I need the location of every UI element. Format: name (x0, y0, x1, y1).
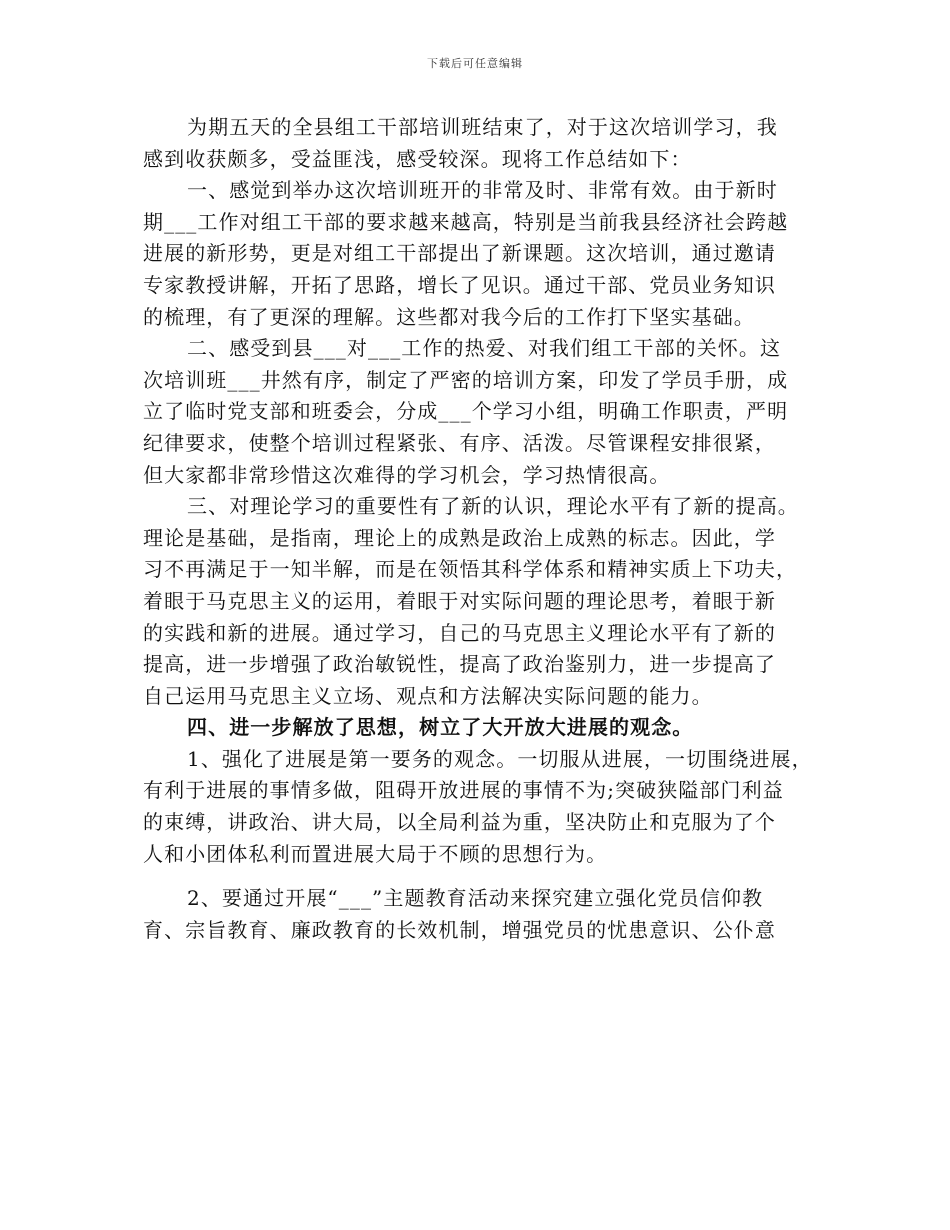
paragraph-intro (143, 112, 811, 175)
text-line: 提高，进一步增强了政治敏锐性，提高了政治鉴别力，进一步提高了 (143, 652, 776, 677)
paragraph-item-1 (143, 744, 811, 870)
text-line: 专家教授讲解，开拓了思路，增长了见识。通过干部、党员业务知识 (143, 272, 776, 297)
text-line: 的实践和新的进展。通过学习，自己的马克思主义理论水平有了新的 (143, 620, 776, 645)
text-line: 着眼于马克思主义的运用，着眼于对实际问题的理论思考，着眼于新 (143, 588, 776, 613)
text-line: 育、宗旨教育、廉政教育的长效机制，增强党员的忧患意识、公仆意 (143, 917, 776, 942)
text-line: 2、要通过开展“___”主题教育活动来探究建立强化党员信仰教 (187, 886, 764, 911)
text-line: 为期五天的全县组工干部培训班结束了，对于这次培训学习，我 (187, 115, 778, 139)
section-heading: 四、进一步解放了思想，树立了大开放大进展的观念。 (187, 715, 694, 740)
paragraph-section-2 (143, 333, 811, 491)
text-line: 纪律要求，使整个培训过程紧张、有序、活泼。尽管课程安排很紧， (143, 430, 776, 455)
text-line: 立了临时党支部和班委会，分成___个学习小组，明确工作职责，严明 (143, 399, 789, 424)
text-line: 人和小团体私利而置进展大局于不顾的思想行为。 (143, 841, 608, 866)
text-line: 1、强化了进展是第一要务的观念。一切服从进展，一切围绕进展， (187, 746, 813, 771)
text-line: 的梳理，有了更深的理解。这些都对我今后的工作打下坚实基础。 (143, 304, 755, 329)
text-line: 自己运用马克思主义立场、观点和方法解决实际问题的能力。 (143, 683, 713, 708)
text-line: 理论是基础，是指南，理论上的成熟是政治上成熟的标志。因此，学 (143, 525, 776, 550)
section-4-heading (143, 712, 811, 744)
text-line: 感到收获颇多，受益匪浅，感受较深。现将工作总结如下： (143, 146, 692, 171)
text-line: 一、感觉到举办这次培训班开的非常及时、非常有效。由于新时 (187, 178, 778, 203)
text-line: 进展的新形势，更是对组工干部提出了新课题。这次培训，通过邀请 (143, 241, 776, 266)
paragraph-item-2 (143, 883, 811, 946)
paragraph-section-3 (143, 491, 811, 712)
page-header-note: 下载后可任意编辑 (427, 57, 523, 70)
text-line: 期___工作对组工干部的要求越来越高，特别是当前我县经济社会跨越 (143, 209, 789, 234)
paragraph-section-1 (143, 175, 811, 333)
text-line: 有利于进展的事情多做，阻碍开放进展的事情不为;突破狭隘部门利益 (143, 778, 784, 803)
document-body (143, 112, 811, 946)
text-line: 的束缚，讲政治、讲大局，以全局利益为重，坚决防止和克服为了个 (143, 810, 776, 835)
text-line: 习不再满足于一知半解，而是在领悟其科学体系和精神实质上下功夫， (143, 557, 798, 582)
text-line: 次培训班___井然有序，制定了严密的培训方案，印发了学员手册，成 (143, 367, 789, 392)
text-line: 但大家都非常珍惜这次难得的学习机会，学习热情很高。 (143, 462, 671, 487)
text-line: 三、对理论学习的重要性有了新的认识，理论水平有了新的提高。 (187, 494, 799, 519)
text-line: 二、感受到县___对___工作的热爱、对我们组工干部的关怀。这 (187, 336, 782, 361)
